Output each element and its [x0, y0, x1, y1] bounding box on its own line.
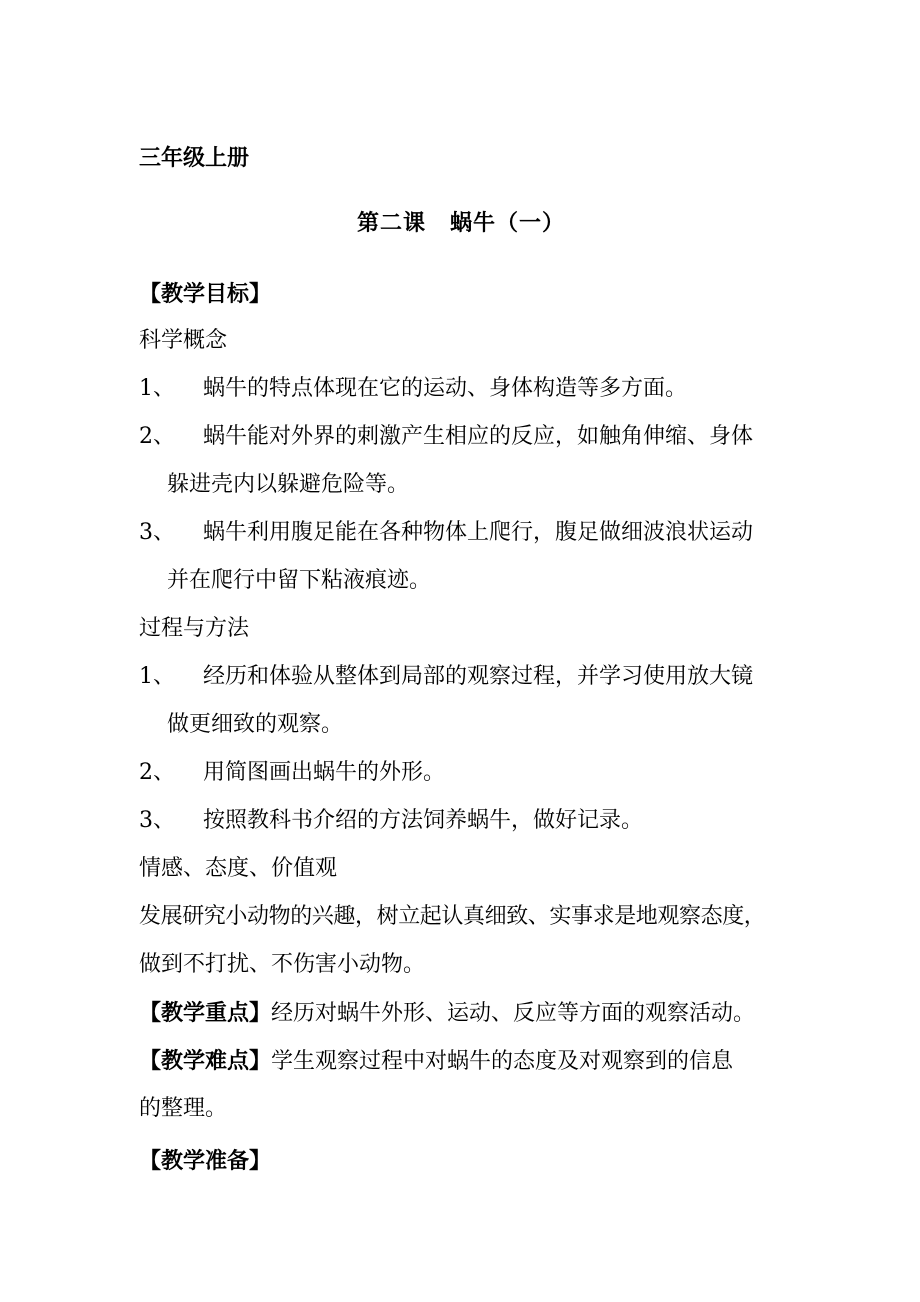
preparation-heading: 【教学准备】 — [139, 1148, 272, 1174]
process-item-1 — [139, 662, 753, 692]
difficulties-text: 学生观察过程中对蜗牛的态度及对观察到的信息 — [271, 1049, 734, 1074]
item-text: 蜗牛能对外界的刺激产生相应的反应，如触角伸缩、身体 — [203, 424, 754, 449]
item-text: 用简图画出蜗牛的外形。 — [203, 760, 446, 785]
item-number: 1、 — [139, 664, 175, 689]
item-text: 蜗牛利用腹足能在各种物体上爬行，腹足做细波浪状运动 — [203, 520, 754, 545]
difficulties-label: 【教学难点】 — [139, 1048, 272, 1074]
lesson-name: 蜗牛（一） — [450, 210, 566, 236]
process-item-3 — [139, 806, 643, 836]
science-concept-item-2-cont: 躲进壳内以躲避危险等。 — [167, 472, 410, 497]
key-points-label: 【教学重点】 — [139, 1000, 272, 1026]
item-number: 3、 — [139, 808, 175, 833]
difficulties — [139, 1046, 733, 1077]
item-text: 经历和体验从整体到局部的观察过程，并学习使用放大镜 — [203, 664, 754, 689]
lesson-number: 第二课 — [357, 210, 427, 236]
grade-heading: 三年级上册 — [139, 145, 250, 171]
difficulties-text-line-2: 的整理。 — [139, 1096, 228, 1121]
item-number: 3、 — [139, 520, 175, 545]
key-points-text: 经历对蜗牛外形、运动、反应等方面的观察活动。 — [271, 1001, 756, 1026]
science-concept-item-2 — [139, 422, 753, 452]
process-item-1-cont: 做更细致的观察。 — [167, 712, 344, 737]
science-concepts-heading: 科学概念 — [139, 328, 228, 353]
process-item-2 — [139, 758, 445, 788]
key-points — [139, 998, 755, 1029]
attitude-text-line-1: 发展研究小动物的兴趣，树立起认真细致、实事求是地观察态度， — [139, 904, 766, 929]
item-text: 按照教科书介绍的方法饲养蜗牛，做好记录。 — [203, 808, 644, 833]
item-number: 2、 — [139, 424, 175, 449]
science-concept-item-1 — [139, 374, 687, 404]
item-number: 1、 — [139, 376, 175, 401]
item-number: 2、 — [139, 760, 175, 785]
science-concept-item-3 — [139, 518, 753, 548]
lesson-title — [357, 208, 565, 238]
science-concept-item-3-cont: 并在爬行中留下粘液痕迹。 — [167, 568, 432, 593]
item-text: 蜗牛的特点体现在它的运动、身体构造等多方面。 — [203, 376, 688, 401]
attitude-text-line-2: 做到不打扰、不伤害小动物。 — [139, 952, 426, 977]
objectives-heading: 【教学目标】 — [139, 281, 272, 307]
process-methods-heading: 过程与方法 — [139, 616, 250, 641]
attitude-heading: 情感、态度、价值观 — [139, 856, 338, 881]
